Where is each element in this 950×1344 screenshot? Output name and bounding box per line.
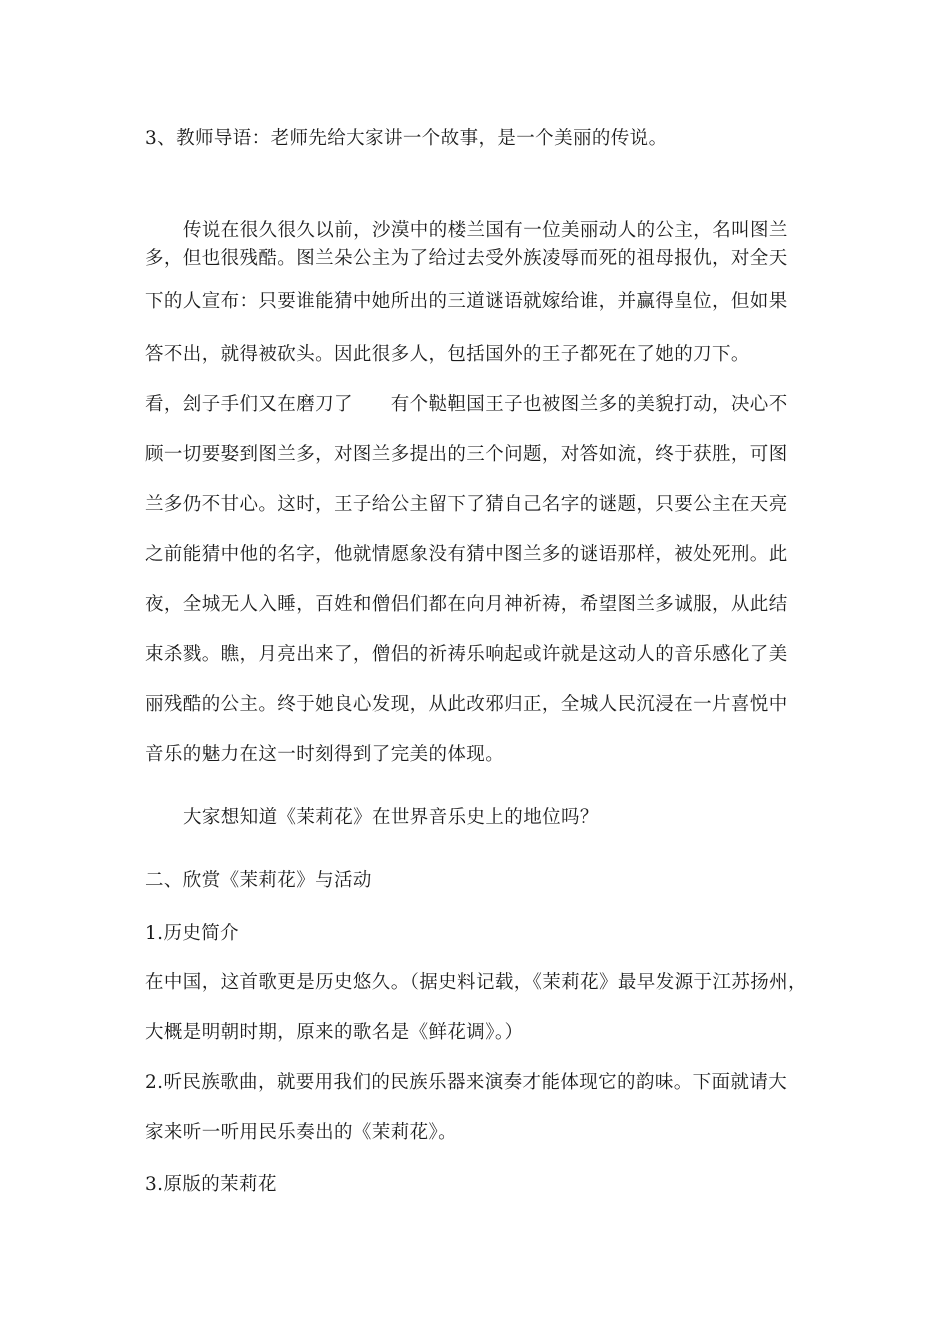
story-paragraph-line: 下的人宣布：只要谁能猜中她所出的三道谜语就嫁给谁，并赢得皇位，但如果 bbox=[145, 291, 788, 312]
story-paragraph-line: 丽残酷的公主。终于她良心发现，从此改邪归正，全城人民沉浸在一片喜悦中 bbox=[145, 694, 788, 715]
section-heading: 二、欣赏《茉莉花》与活动 bbox=[145, 870, 372, 891]
history-paragraph-line: 在中国，这首歌更是历史悠久。（据史料记载，《茉莉花》最早发源于江苏扬州， bbox=[145, 972, 807, 993]
subsection-heading: 3.原版的茉莉花 bbox=[145, 1174, 277, 1195]
story-paragraph-line: 音乐的魅力在这一时刻得到了完美的体现。 bbox=[145, 744, 505, 765]
teacher-intro-heading: 3、教师导语：老师先给大家讲一个故事，是一个美丽的传说。 bbox=[145, 128, 668, 149]
story-paragraph-line: 多，但也很残酷。图兰朵公主为了给过去受外族凌辱而死的祖母报仇，对全天 bbox=[145, 248, 788, 269]
story-paragraph-line: 夜，全城无人入睡，百姓和僧侣们都在向月神祈祷，希望图兰多诚服，从此结 bbox=[145, 594, 788, 615]
story-paragraph-line: 之前能猜中他的名字，他就情愿象没有猜中图兰多的谜语那样，被处死刑。此 bbox=[145, 544, 788, 565]
story-paragraph-line: 答不出，就得被砍头。因此很多人，包括国外的王子都死在了她的刀下。 bbox=[145, 344, 750, 365]
question-line: 大家想知道《茉莉花》在世界音乐史上的地位吗？ bbox=[183, 807, 599, 828]
story-paragraph-line: 传说在很久很久以前，沙漠中的楼兰国有一位美丽动人的公主，名叫图兰 bbox=[183, 220, 788, 241]
listening-paragraph-line: 家来听一听用民乐奏出的《茉莉花》。 bbox=[145, 1122, 458, 1143]
subsection-heading: 1.历史简介 bbox=[145, 923, 240, 944]
story-paragraph-line: 束杀戮。瞧，月亮出来了，僧侣的祈祷乐响起或许就是这动人的音乐感化了美 bbox=[145, 644, 788, 665]
history-paragraph-line: 大概是明朝时期，原来的歌名是《鲜花调》。） bbox=[145, 1022, 524, 1043]
story-paragraph-line: 顾一切要娶到图兰多，对图兰多提出的三个问题，对答如流，终于获胜，可图 bbox=[145, 444, 788, 465]
story-paragraph-line: 兰多仍不甘心。这时，王子给公主留下了猜自己名字的谜题，只要公主在天亮 bbox=[145, 494, 788, 515]
story-paragraph-line: 看，刽子手们又在磨刀了 有个鞑靼国王子也被图兰多的美貌打动，决心不 bbox=[145, 394, 788, 415]
listening-paragraph-line: 2.听民族歌曲，就要用我们的民族乐器来演奏才能体现它的韵味。下面就请大 bbox=[145, 1072, 788, 1093]
